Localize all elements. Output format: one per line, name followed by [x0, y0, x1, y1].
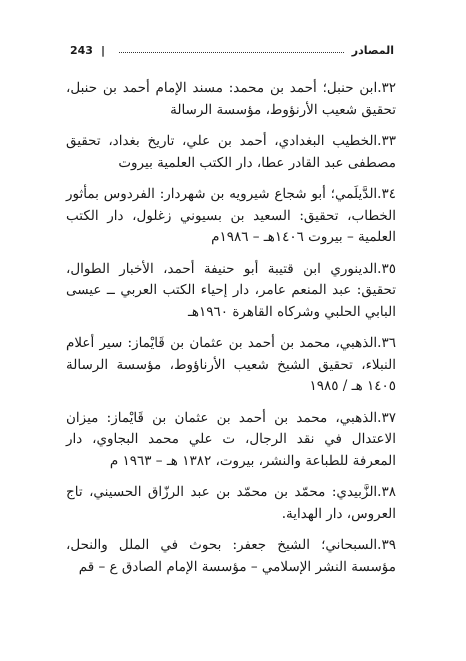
section-title: المصادر [351, 43, 394, 57]
reference-item: ٣٤.الدَّيلَمي؛ أبو شجاع شيرويه بن شهردار: الفردوس بمأثور الخطاب، تحقيق: السعيد بن بسيوني زغلول، دار الكتب العلمية – بيروت ١٤٠٦هـ – ١٩٨٦م [66, 186, 396, 245]
reference-item: ٣٨.الزَّبيدي: محمّد بن محمّد بن عبد الرزّاق الحسيني، تاج العروس، دار الهداية. [66, 484, 396, 522]
reference-item: ٣٩.السبحاني؛ الشيخ جعفر: بحوث في الملل والنحل، مؤسسة النشر الإسلامي – مؤسسة الإمام الصادق ع – قم [66, 537, 396, 575]
page-number: 243 [70, 43, 93, 57]
reference-item: ٣٧.الذهبي، محمد بن أحمد بن عثمان بن قَايْماز: ميزان الاعتدال في نقد الرجال، ت علي محمد البجاوي، دار المعرفة للطباعة والنشر، بيروت، ١٣٨٢ هـ – ١٩٦٣ م [66, 409, 396, 469]
reference-item: ٣٢.ابن حنبل؛ أحمد بن محمد: مسند الإمام أحمد بن حنبل، تحقيق شعيب الأرنؤوط، مؤسسة الرسالة [66, 80, 396, 118]
reference-list [66, 78, 396, 588]
reference-item: ٣٣.الخطيب البغدادي، أحمد بن علي، تاريخ بغداد، تحقيق مصطفى عبد القادر عطا، دار الكتب العلمية بيروت [66, 133, 396, 171]
dotted-leader [119, 52, 344, 53]
reference-item: ٣٥.الدينوري ابن قتيبة أبو حنيفة أحمد، الأخبار الطوال، تحقيق: عبد المنعم عامر، دار إحياء الكتب العربي ــ عيسى البابي الحلبي وشركاه القاهرة ١٩٦٠هـ [66, 260, 396, 320]
page-header [70, 42, 394, 58]
reference-item: ٣٦.الذهبي، محمد بن أحمد بن عثمان بن قَايْماز: سير أعلام النبلاء، تحقيق الشيخ شعيب الأرناؤوط، مؤسسة الرسالة ١٤٠٥ هـ / ١٩٨٥ [66, 335, 396, 394]
header-separator: | [100, 43, 105, 57]
